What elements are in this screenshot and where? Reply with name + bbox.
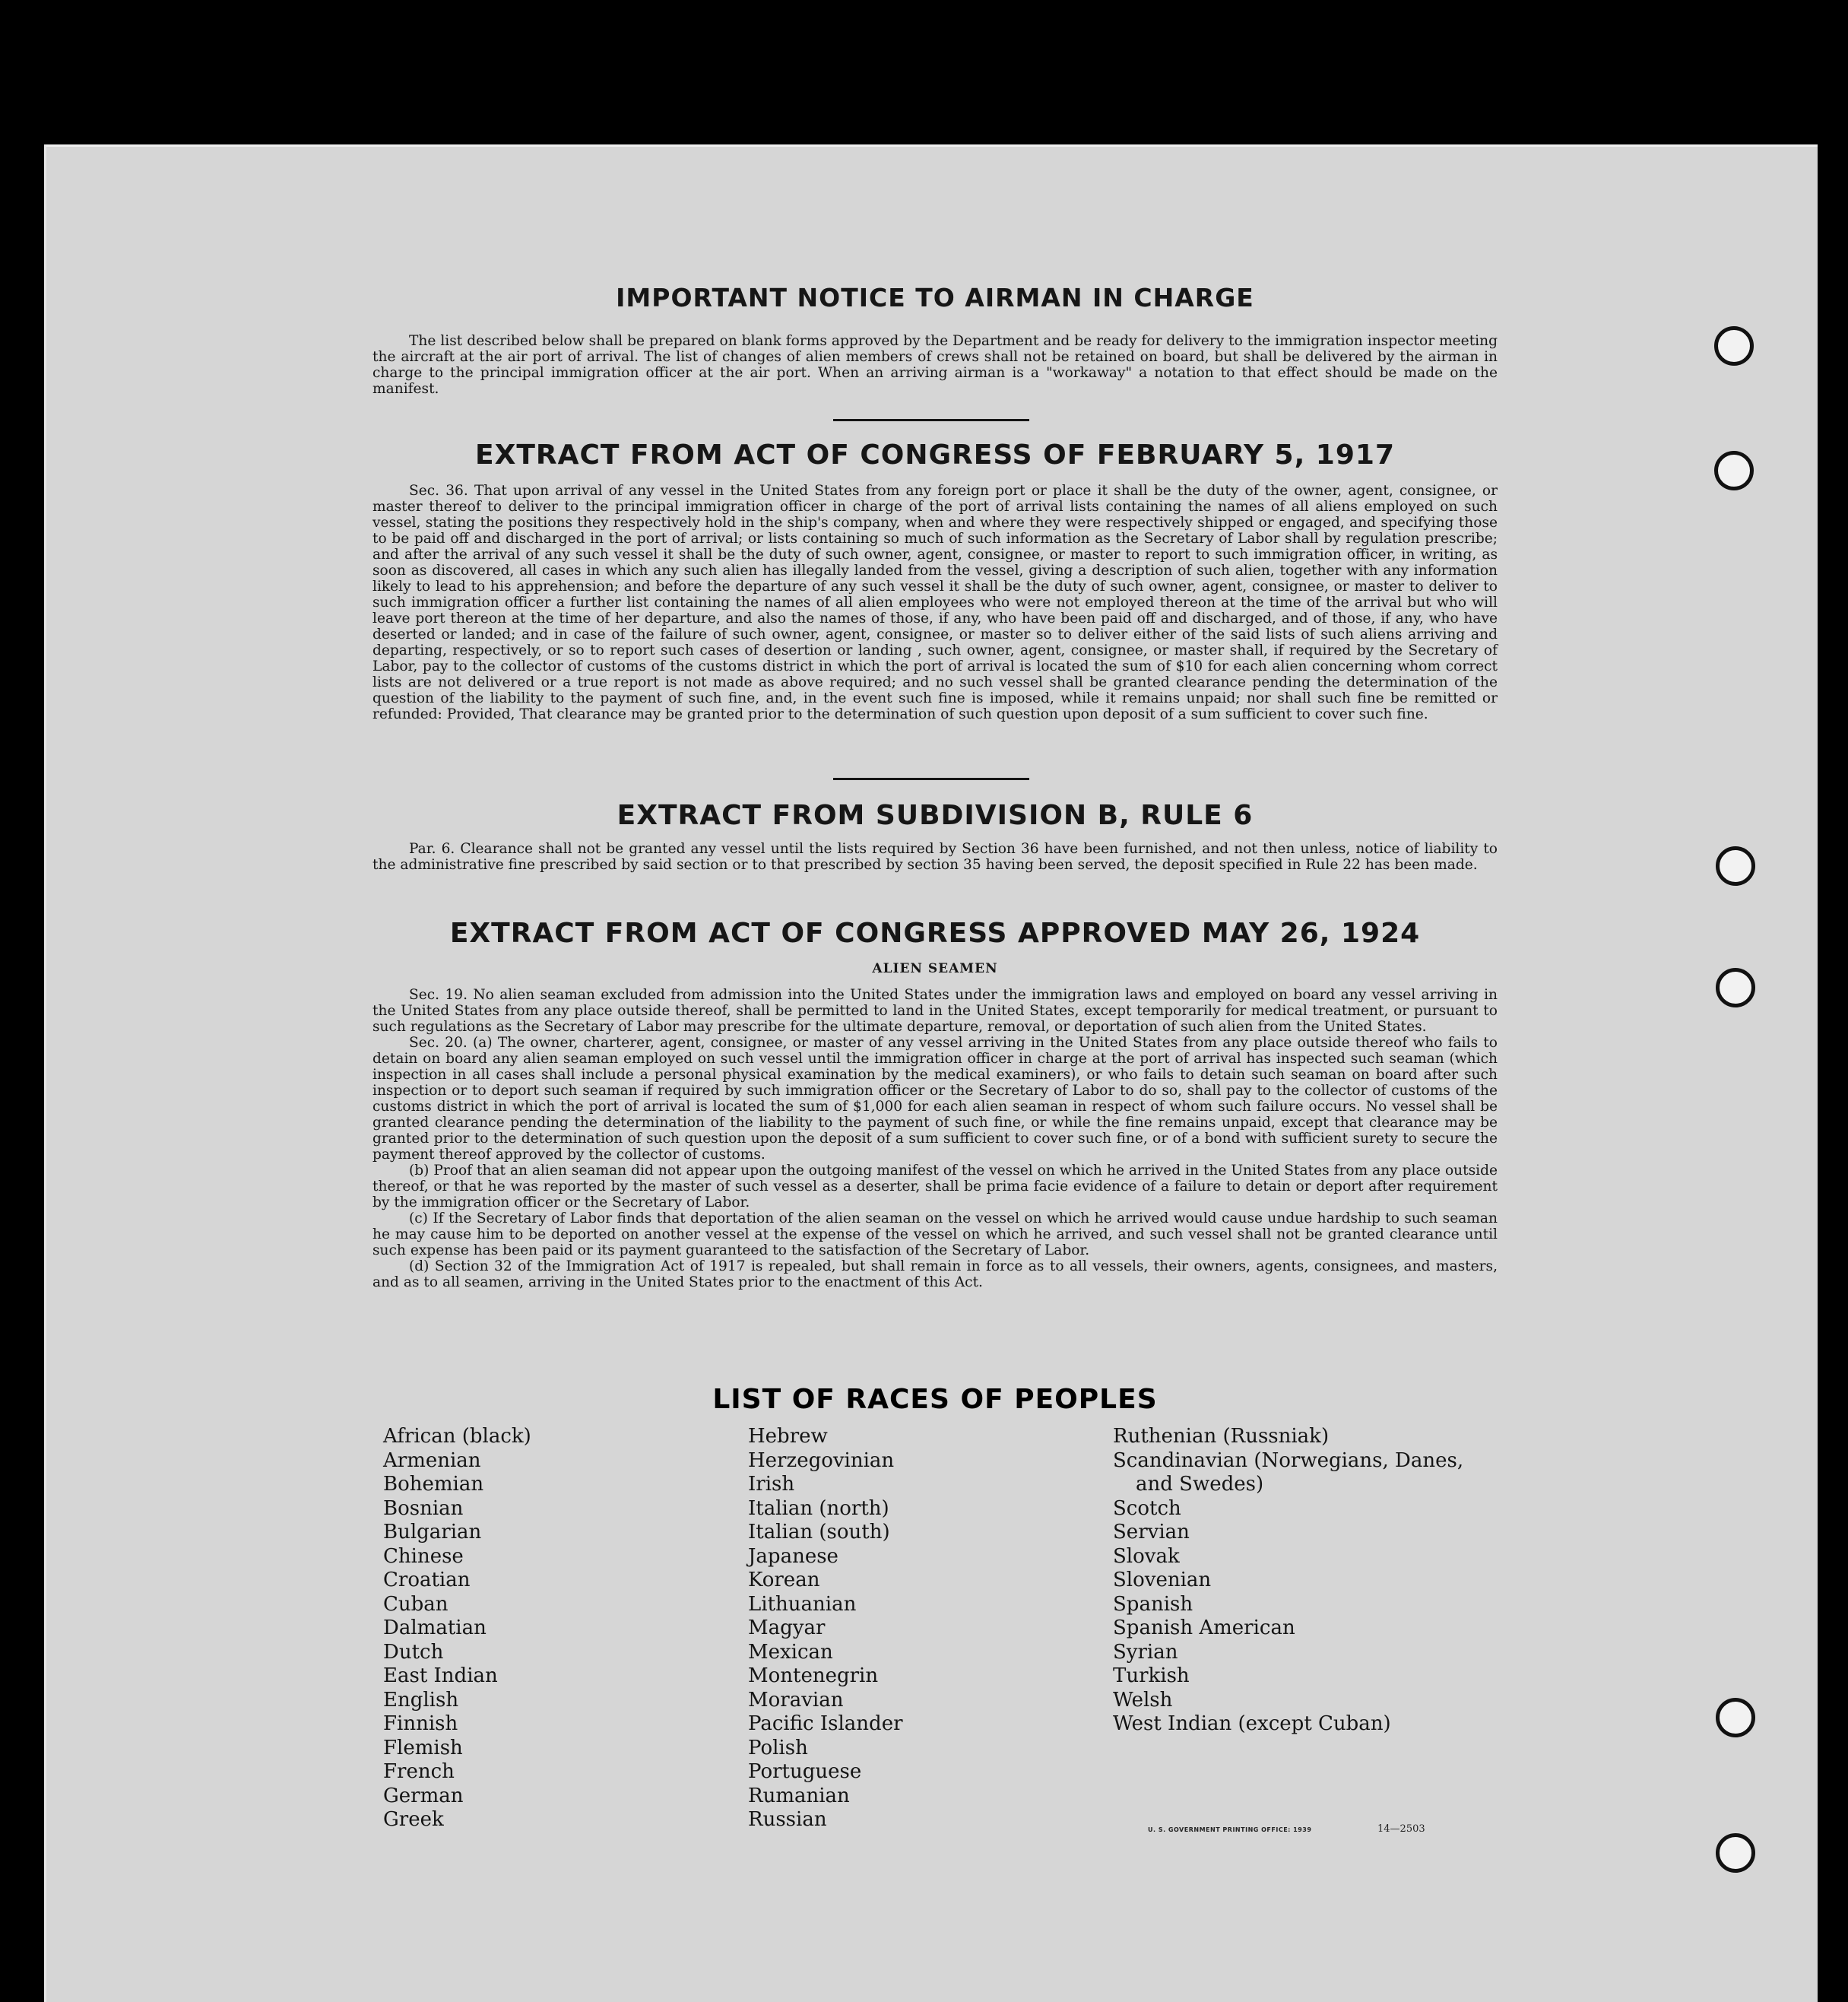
act-1924-text xyxy=(372,987,1498,1290)
sec-19: Sec. 19. No alien seaman excluded from admission into the United States under the immigration laws and employed on board any vessel arriving in the United States from any place outside thereof, shall be permitted to land in the United States, except temporarily for medical treatment, or pursuant to such regulations as the Secretary of Labor may prescribe for the ultimate departure, removal, or deportation of such alien from the United States. xyxy=(372,987,1498,1035)
race-item: Mexican xyxy=(748,1640,833,1664)
race-item: Pacific Islander xyxy=(748,1712,903,1735)
races-column-2 xyxy=(748,1425,903,1832)
race-item: Korean xyxy=(748,1569,820,1591)
sec-20c: (c) If the Secretary of Labor finds that deportation of the alien seaman on the vessel on which he arrived would cause undue hardship to such seaman he may cause him to be deported on another vessel at the expense of the vessel on which he arrived, and such vessel shall not be granted clearance until such expense has been paid or its payment guaranteed to the satisfaction of the Secretary of Labor. xyxy=(372,1210,1498,1258)
race-item: Croatian xyxy=(383,1569,471,1591)
race-item: Spanish xyxy=(1113,1592,1193,1616)
rule-6-text: Par. 6. Clearance shall not be granted any vessel until the lists required by Section 36 have been furnished, and not then unless, notice of liability to the administrative fine prescribed by said section or to that prescribed by section 35 having been served, the deposit specified in Rule 22 has been made. xyxy=(372,841,1498,873)
race-item: Rumanian xyxy=(748,1784,850,1807)
race-item: Herzegovinian xyxy=(748,1448,895,1472)
rule-6-section xyxy=(372,800,1498,831)
race-item: Scotch xyxy=(1113,1496,1181,1520)
divider xyxy=(833,778,1029,780)
form-number: 14—2503 xyxy=(1377,1823,1425,1835)
race-item: Dalmatian xyxy=(383,1617,487,1639)
race-item: Greek xyxy=(383,1808,444,1831)
binder-hole-icon xyxy=(1716,1833,1755,1873)
act-1917-text: Sec. 36. That upon arrival of any vessel in the United States from any foreign port or place it shall be the duty of the owner, agent, consignee, or master thereof to deliver to the principal immigration officer in charge of the port of arrival lists containing the names of all aliens employed on such vessel, stating the positions they respectively hold in the ship's company, when and where they were respectively shipped or engaged, and specifying those to be paid off and discharged in the port of arrival; or lists containing so much of such information as the Secretary of Labor shall by regulation prescribe; and after the arrival of any such vessel it shall be the duty of such owner, agent, consignee, or master to report to such immigration officer, in writing, as soon as discovered, all cases in which any such alien has illegally landed from the vessel, giving a description of such alien, together with any information likely to lead to his apprehension; and before the departure of any such vessel it shall be the duty of such owner, agent, consignee, or master to deliver to such immigration officer a further list containing the names of all alien employees who were not employed thereon at the time of the arrival but who will leave port thereon at the time of her departure, and also the names of those, if any, who have been paid off and discharged, and of those, if any, who have deserted or landed; and in case of the failure of such owner, agent, consignee, or master so to deliver either of the said lists of such aliens arriving and departing, respectively, or so to report such cases of desertion or landing , such owner, agent, consignee, or master shall, if required by the Secretary of Labor, pay to the collector of customs of the customs district in which the port of arrival is located the sum of $10 for each alien concerning whom correct lists are not delivered or a true report is not made as above required; and no such vessel shall be granted clearance pending the determination of the question of the liability to the payment of such fine, and, in the event such fine is imposed, while it remains unpaid; nor shall such fine be remitted or refunded: Provided, That clearance may be granted prior to the determination of such question upon deposit of a sum sufficient to cover such fine. xyxy=(372,483,1498,722)
race-item: Italian (south) xyxy=(748,1521,890,1544)
printer-imprint: U. S. GOVERNMENT PRINTING OFFICE: 1939 xyxy=(1148,1826,1312,1833)
race-item: Portuguese xyxy=(748,1760,862,1783)
notice-text: The list described below shall be prepared on blank forms approved by the Department and be ready for delivery to the immigration inspector meeting the aircraft at the air port of arrival. The list of changes of alien members of crews shall not be retained on board, but shall be delivered by the airman in charge to the principal immigration officer at the air port. When an arriving airman is a "workaway" a notation to that effect should be made on the manifest. xyxy=(372,333,1498,397)
race-item: English xyxy=(383,1688,459,1712)
race-item: Finnish xyxy=(383,1712,458,1735)
act-1924-section xyxy=(372,918,1498,949)
races-column-3 xyxy=(1113,1425,1463,1737)
race-item: Bosnian xyxy=(383,1496,464,1520)
race-item: Slovenian xyxy=(1113,1569,1212,1591)
race-item: Dutch xyxy=(383,1640,444,1664)
rule-6-title: EXTRACT FROM SUBDIVISION B, RULE 6 xyxy=(617,800,1254,831)
race-item: Irish xyxy=(748,1473,795,1496)
race-item: East Indian xyxy=(383,1664,498,1687)
act-1917-section xyxy=(372,439,1498,471)
race-item: Spanish American xyxy=(1113,1617,1295,1639)
race-item: Servian xyxy=(1113,1521,1190,1544)
race-item: West Indian (except Cuban) xyxy=(1113,1712,1391,1735)
divider xyxy=(833,419,1029,421)
race-item: Armenian xyxy=(383,1448,481,1472)
race-item: Cuban xyxy=(383,1592,449,1616)
sec-20a: Sec. 20. (a) The owner, charterer, agent, consignee, or master of any vessel arriving in the United States from any place outside thereof who fails to detain on board any alien seaman employed on such vessel until the immigration officer in charge at the port of arrival has inspected such seaman (which inspection in all cases shall include a personal physical examination by the medical examiners), or who fails to detain such seaman on board after such inspection or to deport such seaman if required by such immigration officer or the Secretary of Labor to do so, shall pay to the collector of customs of the customs district in which the port of arrival is located the sum of $1,000 for each alien seaman in respect of whom such failure occurs. No vessel shall be granted clearance pending the determination of the liability to the payment of such fine, or while the fine remains unpaid, except that clearance may be granted prior to the determination of such question upon the deposit of a sum sufficient to cover such fine, or of a bond with sufficient surety to secure the payment thereof approved by the collector of customs. xyxy=(372,1035,1498,1163)
binder-hole-icon xyxy=(1716,846,1755,886)
race-item: Japanese xyxy=(748,1544,838,1568)
race-item: Turkish xyxy=(1113,1664,1190,1687)
race-item: Bohemian xyxy=(383,1473,484,1496)
races-section xyxy=(372,1384,1498,1415)
binder-hole-icon xyxy=(1714,451,1754,490)
race-item: German xyxy=(383,1784,464,1807)
binder-hole-icon xyxy=(1714,326,1754,366)
act-1917-title: EXTRACT FROM ACT OF CONGRESS OF FEBRUARY 5, 1917 xyxy=(474,439,1396,471)
race-item: Magyar xyxy=(748,1617,826,1639)
binder-hole-icon xyxy=(1716,1698,1755,1737)
race-item: Montenegrin xyxy=(748,1664,879,1687)
sec-20d: (d) Section 32 of the Immigration Act of 1917 is repealed, but shall remain in force as to all vessels, their owners, agents, consignees, and masters, and as to all seamen, arriving in the United States prior to the enactment of this Act. xyxy=(372,1258,1498,1290)
race-item: Hebrew xyxy=(748,1425,828,1448)
alien-seamen-subheading: ALIEN SEAMEN xyxy=(872,961,998,976)
notice-section xyxy=(372,283,1498,313)
races-title: LIST OF RACES OF PEOPLES xyxy=(712,1384,1158,1415)
notice-title: IMPORTANT NOTICE TO AIRMAN IN CHARGE xyxy=(616,283,1254,313)
race-item: Moravian xyxy=(748,1688,844,1712)
races-column-1 xyxy=(383,1425,531,1832)
race-item: Syrian xyxy=(1113,1640,1178,1664)
race-item: Slovak xyxy=(1113,1544,1180,1568)
race-item: Russian xyxy=(748,1808,827,1831)
race-item: Flemish xyxy=(383,1736,463,1759)
race-item-continuation: and Swedes) xyxy=(1136,1473,1264,1496)
race-item: Scandinavian (Norwegians, Danes, xyxy=(1113,1448,1464,1472)
act-1924-title: EXTRACT FROM ACT OF CONGRESS APPROVED MAY 26, 1924 xyxy=(449,918,1421,949)
race-item: Lithuanian xyxy=(748,1592,857,1616)
sec-20b: (b) Proof that an alien seaman did not appear upon the outgoing manifest of the vessel on which he arrived in the United States from any place outside thereof, or that he was reported by the master of such vessel as a deserter, shall be prima facie evidence of a failure to detain or deport after requirement by the immigration officer or the Secretary of Labor. xyxy=(372,1163,1498,1210)
race-item: Bulgarian xyxy=(383,1521,482,1544)
race-item: Chinese xyxy=(383,1544,464,1568)
race-item: French xyxy=(383,1760,455,1783)
race-item: Italian (north) xyxy=(748,1496,889,1520)
binder-hole-icon xyxy=(1716,968,1755,1007)
race-item: Ruthenian (Russniak) xyxy=(1113,1425,1330,1448)
race-item: African (black) xyxy=(383,1425,531,1448)
race-item: Welsh xyxy=(1113,1688,1173,1712)
race-item: Polish xyxy=(748,1736,808,1759)
